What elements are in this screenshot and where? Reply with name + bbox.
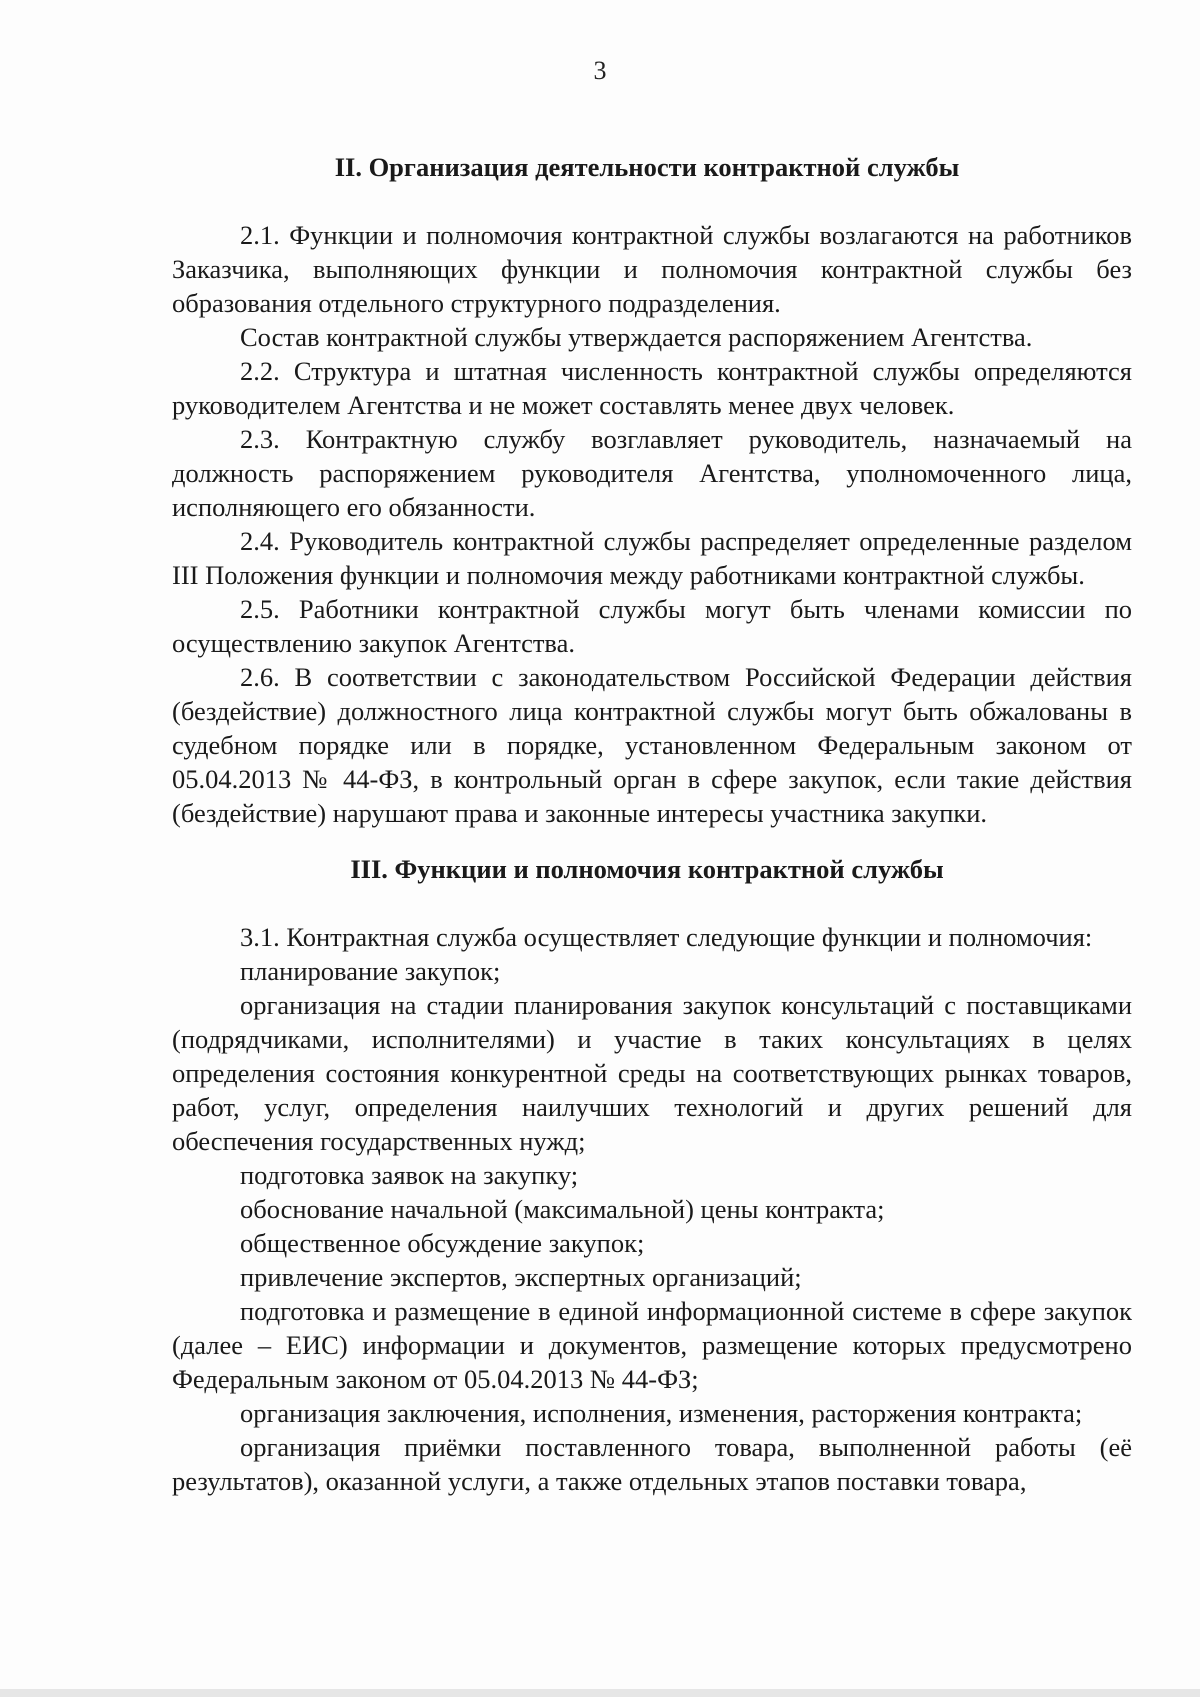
list-item-eis-publication: подготовка и размещение в единой информационной системе в сфере закупок (далее – ЕИС) информации и документов, размещение которых предусмотрено Федеральным законом от 05.04.2013 № 44-ФЗ;	[172, 1296, 1132, 1394]
paragraph-composition: Состав контрактной службы утверждается распоряжением Агентства.	[240, 322, 1033, 352]
section-2-body	[172, 218, 1132, 830]
document-body	[172, 150, 1132, 1498]
sheet-edge	[0, 1689, 1200, 1697]
paragraph-3-1: 3.1. Контрактная служба осуществляет следующие функции и полномочия:	[240, 922, 1093, 952]
paragraph-2-5: 2.5. Работники контрактной службы могут быть членами комиссии по осуществлению закупок Агентства.	[172, 594, 1132, 658]
list-item-planning: планирование закупок;	[240, 956, 501, 986]
section-3-title: III. Функции и полномочия контрактной службы	[350, 854, 944, 884]
paragraph-2-4: 2.4. Руководитель контрактной службы распределяет определенные разделом III Положения функции и полномочия между работниками контрактной службы.	[172, 526, 1132, 590]
list-item-experts: привлечение экспертов, экспертных организаций;	[240, 1262, 802, 1292]
paragraph-2-1: 2.1. Функции и полномочия контрактной службы возлагаются на работников Заказчика, выполняющих функции и полномочия контрактной службы без образования отдельного структурного подразделения.	[172, 220, 1132, 318]
paragraph-2-3: 2.3. Контрактную службу возглавляет руководитель, назначаемый на должность распоряжением руководителя Агентства, уполномоченного лица, исполняющего его обязанности.	[172, 424, 1132, 522]
section-3-body	[172, 920, 1132, 1498]
paragraph-2-2: 2.2. Структура и штатная численность контрактной службы определяются руководителем Агентства и не может составлять менее двух человек.	[172, 356, 1132, 420]
page-number: 3	[593, 56, 607, 85]
list-item-public-discussion: общественное обсуждение закупок;	[240, 1228, 645, 1258]
list-item-requests: подготовка заявок на закупку;	[240, 1160, 579, 1190]
list-item-price-justification: обоснование начальной (максимальной) цены контракта;	[240, 1194, 885, 1224]
section-2-title: II. Организация деятельности контрактной службы	[334, 152, 960, 182]
list-item-acceptance: организация приёмки поставленного товара, выполненной работы (её результатов), оказанной услуги, а также отдельных этапов поставки товара,	[172, 1432, 1132, 1496]
paragraph-2-6: 2.6. В соответствии с законодательством Российской Федерации действия (бездействие) должностного лица контрактной службы могут быть обжалованы в судебном порядке или в порядке, установленном Федеральным законом от 05.04.2013 № 44-ФЗ, в контрольный орган в сфере закупок, если такие действия (бездействие) нарушают права и законные интересы участника закупки.	[172, 662, 1132, 828]
list-item-contract-organization: организация заключения, исполнения, изменения, расторжения контракта;	[240, 1398, 1083, 1428]
list-item-consultations: организация на стадии планирования закупок консультаций с поставщиками (подрядчиками, исполнителями) и участие в таких консультациях в целях определения состояния конкурентной среды на соответствующих рынках товаров, работ, услуг, определения наилучших технологий и других решений для обеспечения государственных нужд;	[172, 990, 1132, 1156]
